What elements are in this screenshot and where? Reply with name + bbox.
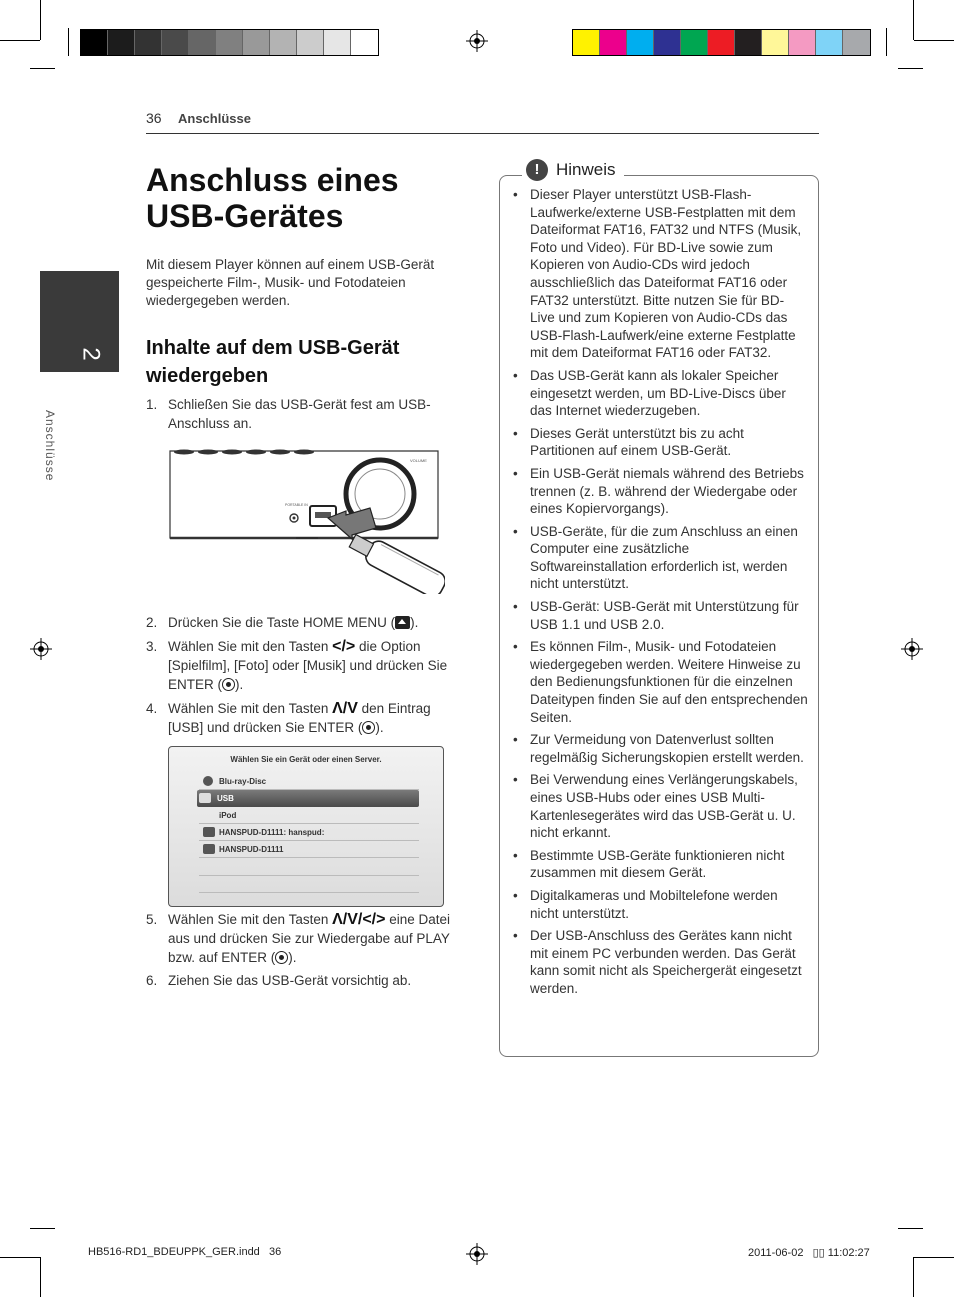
step-4 <box>146 699 462 737</box>
header-section: Anschlüsse <box>178 111 251 126</box>
menu-divider <box>199 892 419 893</box>
step-text: ). <box>410 615 419 630</box>
arrow-keys-icon: </> <box>332 638 356 655</box>
volume-label: VOLUME <box>410 458 427 463</box>
step-3 <box>146 637 462 694</box>
list-item: • Digitalkameras und Mobiltelefone werden nicht unterstützt. <box>512 887 808 922</box>
crop-mark <box>914 1257 954 1258</box>
list-item: • USB-Geräte, für die zum Anschluss an einen Computer eine zusätzliche Softwareinstallation erforderlich ist, werden nicht unterstützt. <box>512 523 808 593</box>
section-heading: Inhalte auf dem USB-Gerät wiedergeben <box>146 337 400 387</box>
usb-device-illustration <box>168 446 445 594</box>
enter-icon <box>222 678 235 691</box>
footer-filename: HB516-RD1_BDEUPPK_GER.indd 36 <box>88 1246 282 1258</box>
color-swatch-bar <box>572 29 871 56</box>
step-number: 6. <box>146 973 158 988</box>
step-text: ). <box>375 720 384 735</box>
list-item: • Der USB-Anschluss des Gerätes kann nicht mit einem PC verbunden werden. Das Gerät kann somit nicht als Speichergerät eingesetzt werden. <box>512 927 808 997</box>
crop-mark <box>30 68 55 69</box>
list-item: • Dieser Player unterstützt USB-Flash-Laufwerke/externe USB-Festplatten mit dem Dateiformat FAT16, FAT32 und NTFS (Musik, Foto und Video). Für BD-Live sowie zum Kopieren von Audio-CDs wird jedoch ausschließlich das Dateiformat FAT16 oder FAT32 unterstützt. Bitte nutzen Sie für BD-Live und zum Kopieren von Audio-CDs das USB-Flash-Laufwerk/eine externe Festplatte mit dem Dateiformat FAT16 oder FAT32. <box>512 186 808 362</box>
list-item: • Bestimmte USB-Geräte funktionieren nicht zusammen mit diesem Gerät. <box>512 847 808 882</box>
step-text: eine Datei aus und drücken Sie zur Wiedergabe auf PLAY bzw. auf ENTER ( <box>168 912 451 965</box>
list-item: • Dieses Gerät unterstützt bis zu acht Partitionen auf einem USB-Gerät. <box>512 425 808 460</box>
step-text: Wählen Sie mit den Tasten <box>168 912 333 927</box>
list-item: • Das USB-Gerät kann als lokaler Speicher eingesetzt werden, um BD-Live-Discs über das Internet wiederzugeben. <box>512 367 808 420</box>
step-text: Ziehen Sie das USB-Gerät vorsichtig ab. <box>168 973 412 988</box>
usb-icon <box>199 793 211 803</box>
step-number: 5. <box>146 912 158 927</box>
disc-icon <box>203 776 213 786</box>
crop-mark <box>914 40 954 41</box>
color-swatch <box>843 30 870 55</box>
step-2 <box>146 613 462 632</box>
step-text: Wählen Sie mit den Tasten <box>168 639 333 654</box>
monitor-icon <box>203 844 215 854</box>
enter-icon <box>275 951 288 964</box>
home-icon <box>395 616 410 629</box>
step-number: 1. <box>146 397 158 412</box>
step-text: den Eintrag [USB] und drücken Sie ENTER ( <box>168 701 431 735</box>
note-label: Hinweis <box>556 160 616 179</box>
registration-mark-icon <box>466 30 488 52</box>
list-item: • Bei Verwendung eines Verlängerungskabels, eines USB-Hubs oder eines USB Multi-Kartenlesegerätes wird das USB-Gerät u. U. nicht erkannt. <box>512 771 808 841</box>
exclamation-icon: ! <box>526 159 548 181</box>
list-item: • Ein USB-Gerät niemals während des Betriebs trennen (z. B. während der Wiedergabe oder eines Kopiervorgangs). <box>512 465 808 518</box>
note-heading <box>522 158 624 182</box>
list-item: • Zur Vermeidung von Datenverlust sollten regelmäßig Sicherungskopien erstellt werden. <box>512 731 808 766</box>
crop-mark <box>30 1228 55 1229</box>
step-number: 3. <box>146 639 158 654</box>
menu-item-ipod[interactable] <box>199 807 419 824</box>
color-swatch <box>162 30 189 55</box>
crop-mark <box>898 68 923 69</box>
step-6 <box>146 971 462 990</box>
step-5 <box>146 910 462 967</box>
note-list <box>512 186 808 1003</box>
registration-mark-icon <box>466 1243 488 1265</box>
enter-icon <box>362 721 375 734</box>
color-swatch <box>108 30 135 55</box>
crop-mark <box>898 1228 923 1229</box>
color-swatch <box>270 30 297 55</box>
color-swatch <box>600 30 627 55</box>
menu-item-server-1[interactable] <box>199 824 419 841</box>
list-item: • USB-Gerät: USB-Gerät mit Unterstützung für USB 1.1 und USB 2.0. <box>512 598 808 633</box>
menu-item-label: iPod <box>219 811 237 820</box>
chapter-number: 2 <box>77 347 105 361</box>
menu-item-label: HANSPUD-D1111: hanspud: <box>219 828 325 837</box>
registration-mark-icon <box>901 638 923 660</box>
color-swatch <box>243 30 270 55</box>
crop-mark <box>913 1257 914 1297</box>
menu-item-usb[interactable] <box>197 790 419 807</box>
crop-mark <box>0 1257 40 1258</box>
menu-title: Wählen Sie ein Gerät oder einen Server. <box>230 755 382 764</box>
list-item: • Es können Film-, Musik- und Fotodateien wiedergegeben werden. Weitere Hinweise zu den Bedienungsfunktionen für die einzelnen Dateitypen finden Sie auf den entsprechenden Seiten. <box>512 638 808 726</box>
menu-item-server-2[interactable] <box>199 841 419 858</box>
crop-mark <box>0 40 40 41</box>
menu-item-label: USB <box>217 794 234 803</box>
color-swatch <box>735 30 762 55</box>
gray-swatch-bar <box>80 29 379 56</box>
menu-divider <box>199 875 419 876</box>
intro-paragraph: Mit diesem Player können auf einem USB-Gerät gespeicherte Film-, Musik- und Fotodateien wiedergegeben werden. <box>146 257 435 308</box>
header-divider <box>146 133 819 134</box>
color-swatch <box>654 30 681 55</box>
color-swatch <box>573 30 600 55</box>
step-text: Drücken Sie die Taste HOME MENU ( <box>168 615 396 630</box>
menu-item-blu-ray[interactable] <box>199 773 419 790</box>
color-swatch <box>708 30 735 55</box>
arrow-keys-icon: Λ/V/</> <box>332 911 386 928</box>
step-text: Schließen Sie das USB-Gerät fest am USB-Anschluss an. <box>168 397 431 431</box>
portable-in-label: PORTABLE IN <box>285 503 308 507</box>
page-number: 36 <box>146 110 162 126</box>
color-swatch <box>762 30 789 55</box>
footer-timestamp: 2011-06-02 ▯▯ 11:02:27 <box>748 1247 870 1259</box>
step-number: 4. <box>146 701 158 716</box>
step-number: 2. <box>146 615 158 630</box>
server-icon <box>203 827 215 837</box>
crop-mark <box>40 1257 41 1297</box>
step-text: ). <box>288 950 297 965</box>
color-swatch <box>297 30 324 55</box>
color-swatch <box>189 30 216 55</box>
page-title: Anschluss eines USB-Gerätes <box>146 162 399 234</box>
registration-mark-icon <box>30 638 52 660</box>
arrow-keys-icon: Λ/V <box>332 700 358 717</box>
color-swatch <box>81 30 108 55</box>
color-swatch <box>324 30 351 55</box>
color-swatch <box>627 30 654 55</box>
crop-mark <box>913 0 914 40</box>
color-swatch <box>789 30 816 55</box>
crop-mark <box>886 28 887 56</box>
color-swatch <box>216 30 243 55</box>
color-swatch <box>816 30 843 55</box>
color-swatch <box>681 30 708 55</box>
chapter-label: Anschlüsse <box>43 410 57 482</box>
step-text: Wählen Sie mit den Tasten <box>168 701 333 716</box>
device-selection-screenshot <box>168 746 444 907</box>
color-swatch <box>135 30 162 55</box>
step-text: ). <box>235 677 244 692</box>
menu-item-label: HANSPUD-D1111 <box>219 845 284 854</box>
step-1 <box>146 395 462 433</box>
step-text: die Option [Spielfilm], [Foto] oder [Musik] und drücken Sie ENTER ( <box>168 639 448 692</box>
crop-mark <box>40 0 41 40</box>
color-swatch <box>351 30 378 55</box>
crop-mark <box>68 28 69 56</box>
menu-item-label: Blu-ray-Disc <box>219 777 267 786</box>
